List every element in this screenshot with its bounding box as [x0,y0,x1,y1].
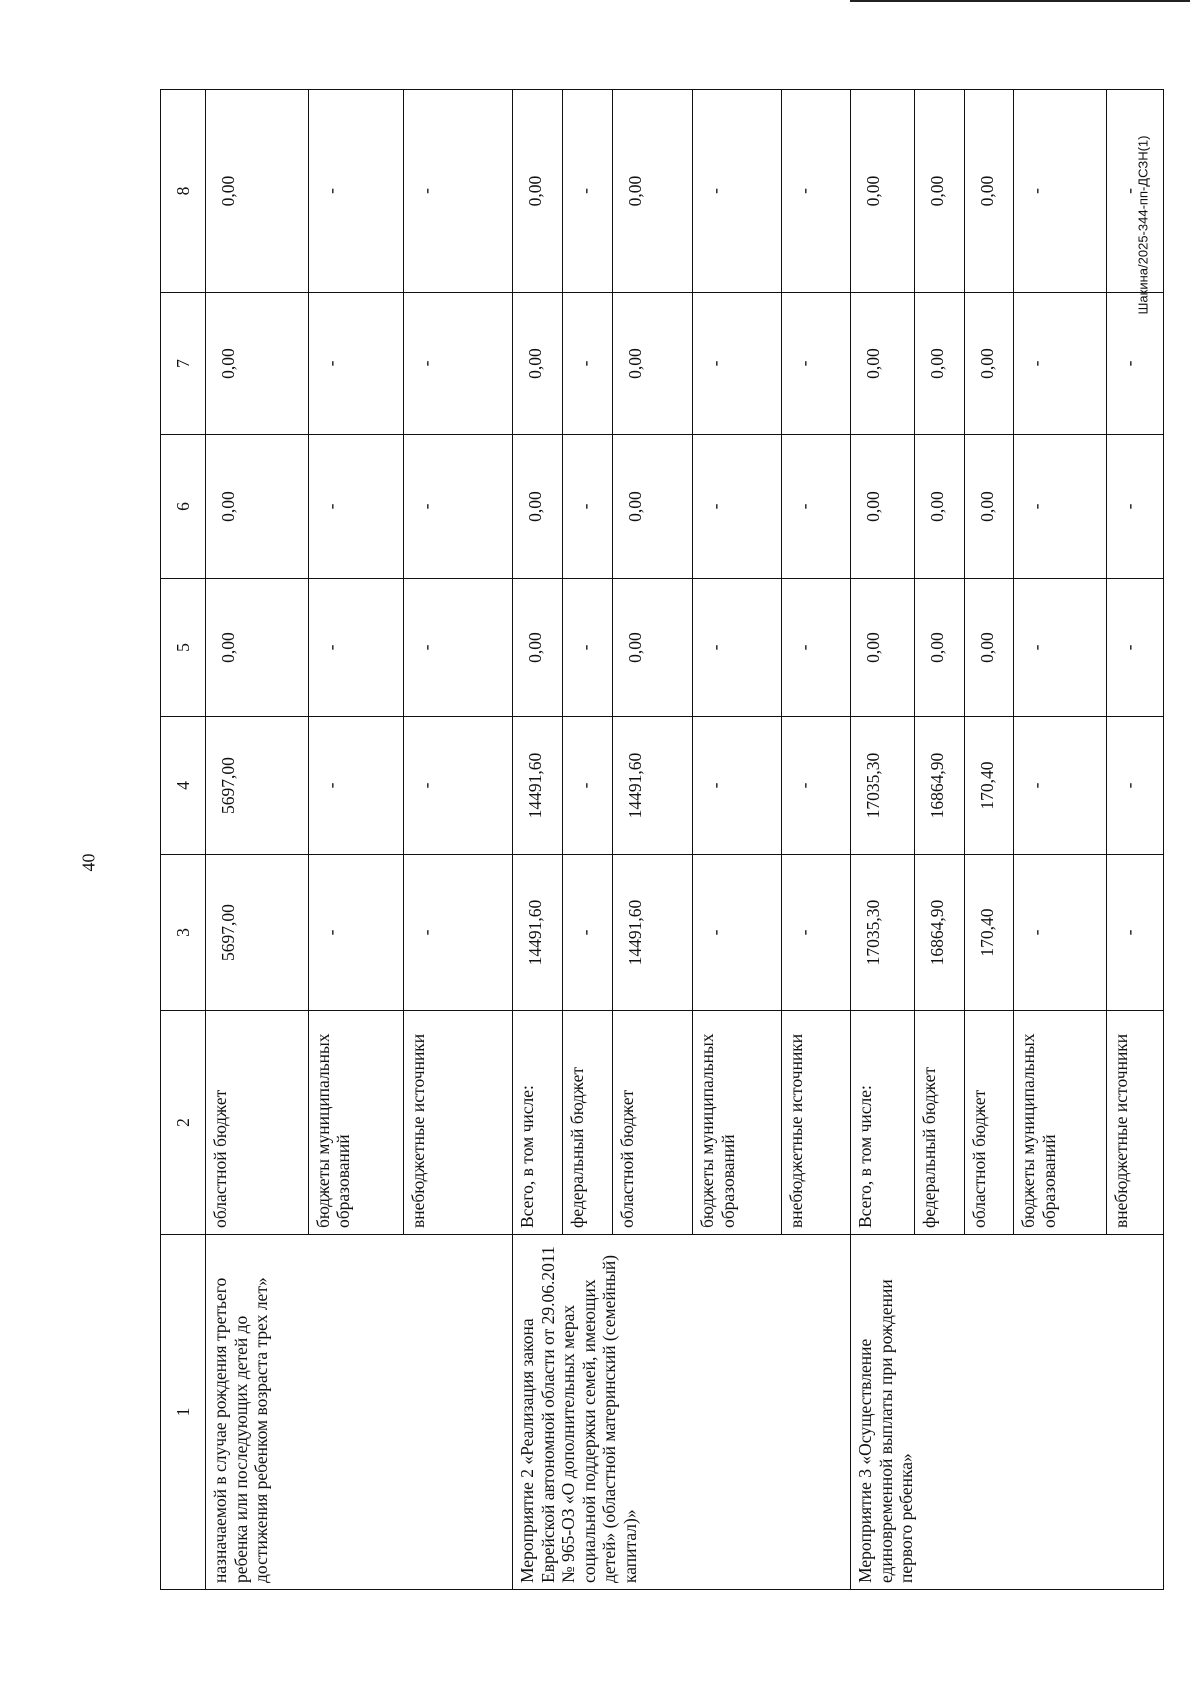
value-cell-col-7: - [308,293,404,435]
value-cell-col-8: - [781,90,850,293]
scan-edge-line [850,0,1190,2]
col-header-2: 2 [161,1011,206,1235]
table-body [206,90,1164,1590]
col-header-8: 8 [161,90,206,293]
value-cell-col-8: - [693,90,782,293]
value-cell-col-5: - [404,579,513,717]
table-row [206,90,309,1590]
value-cell-col-6: 0,00 [850,435,914,579]
value-cell-col-8: - [1013,90,1106,293]
value-cell-col-4: 17035,30 [850,717,914,855]
value-cell-col-4: - [308,717,404,855]
value-cell-col-3: - [781,855,850,1011]
value-cell-col-4: 170,40 [964,717,1013,855]
value-cell-col-3: 16864,90 [915,855,964,1011]
value-cell-col-3: - [1013,855,1106,1011]
value-cell-col-6: - [1106,435,1163,579]
value-cell-col-7: - [1106,293,1163,435]
funding-source-cell: областной бюджет [206,1011,309,1235]
value-cell-col-4: - [1106,717,1163,855]
table-row [850,90,914,1590]
value-cell-col-3: - [1106,855,1163,1011]
value-cell-col-3: - [404,855,513,1011]
value-cell-col-8: 0,00 [206,90,309,293]
activity-title-cell: Мероприятие 3 «Осуществление единовременной выплаты при рождении первого ребенка» [850,1235,1163,1590]
value-cell-col-8: 0,00 [964,90,1013,293]
funding-source-cell: бюджеты муниципальных образований [1013,1011,1106,1235]
col-header-6: 6 [161,435,206,579]
table-container [160,90,1164,1590]
value-cell-col-3: 14491,60 [612,855,693,1011]
funding-source-cell: Всего, в том числе: [850,1011,914,1235]
value-cell-col-8: 0,00 [512,90,562,293]
value-cell-col-6: - [693,435,782,579]
value-cell-col-7: - [404,293,513,435]
value-cell-col-4: 14491,60 [512,717,562,855]
funding-source-cell: федеральный бюджет [915,1011,964,1235]
value-cell-col-5: - [563,579,612,717]
value-cell-col-8: - [563,90,612,293]
funding-source-cell: внебюджетные источники [1106,1011,1163,1235]
value-cell-col-6: 0,00 [915,435,964,579]
value-cell-col-4: - [1013,717,1106,855]
value-cell-col-4: - [781,717,850,855]
funding-source-cell: внебюджетные источники [404,1011,513,1235]
value-cell-col-7: - [781,293,850,435]
header-row [161,90,206,1590]
value-cell-col-5: - [1106,579,1163,717]
value-cell-col-6: - [1013,435,1106,579]
value-cell-col-7: - [693,293,782,435]
value-cell-col-3: 5697,00 [206,855,309,1011]
col-header-4: 4 [161,717,206,855]
value-cell-col-6: - [404,435,513,579]
value-cell-col-7: 0,00 [612,293,693,435]
col-header-1: 1 [161,1235,206,1590]
value-cell-col-3: 170,40 [964,855,1013,1011]
value-cell-col-6: 0,00 [512,435,562,579]
value-cell-col-5: 0,00 [512,579,562,717]
value-cell-col-5: 0,00 [612,579,693,717]
value-cell-col-5: 0,00 [964,579,1013,717]
value-cell-col-7: 0,00 [964,293,1013,435]
col-header-7: 7 [161,293,206,435]
value-cell-col-7: 0,00 [512,293,562,435]
value-cell-col-4: 16864,90 [915,717,964,855]
page-number: 40 [78,853,99,872]
value-cell-col-4: - [563,717,612,855]
activity-title-cell: назначаемой в случае рождения третьего ребенка или последующих детей до достижения ребенком возраста трех лет» [206,1235,513,1590]
value-cell-col-5: 0,00 [850,579,914,717]
funding-source-cell: бюджеты муниципальных образований [693,1011,782,1235]
document-stamp: Шакина/2025-344-пп-ДСЗН(1) [1135,135,1151,315]
value-cell-col-5: - [781,579,850,717]
value-cell-col-7: 0,00 [915,293,964,435]
funding-source-cell: областной бюджет [612,1011,693,1235]
value-cell-col-8: 0,00 [612,90,693,293]
value-cell-col-5: - [693,579,782,717]
value-cell-col-7: 0,00 [206,293,309,435]
rotated-table-frame [160,90,1164,1590]
value-cell-col-8: - [1106,90,1163,293]
value-cell-col-4: - [404,717,513,855]
table-row [512,90,562,1590]
value-cell-col-8: 0,00 [850,90,914,293]
funding-source-cell: федеральный бюджет [563,1011,612,1235]
value-cell-col-4: 14491,60 [612,717,693,855]
value-cell-col-8: - [308,90,404,293]
value-cell-col-5: - [308,579,404,717]
value-cell-col-7: 0,00 [850,293,914,435]
value-cell-col-3: 17035,30 [850,855,914,1011]
value-cell-col-7: - [563,293,612,435]
value-cell-col-6: 0,00 [964,435,1013,579]
value-cell-col-3: - [693,855,782,1011]
value-cell-col-6: - [563,435,612,579]
value-cell-col-5: 0,00 [915,579,964,717]
value-cell-col-4: - [693,717,782,855]
value-cell-col-7: - [1013,293,1106,435]
funding-source-cell: бюджеты муниципальных образований [308,1011,404,1235]
value-cell-col-4: 5697,00 [206,717,309,855]
value-cell-col-8: 0,00 [915,90,964,293]
value-cell-col-6: - [308,435,404,579]
financing-table [160,89,1164,1590]
funding-source-cell: внебюджетные источники [781,1011,850,1235]
col-header-3: 3 [161,855,206,1011]
value-cell-col-3: - [308,855,404,1011]
value-cell-col-5: - [1013,579,1106,717]
value-cell-col-5: 0,00 [206,579,309,717]
value-cell-col-6: 0,00 [206,435,309,579]
funding-source-cell: областной бюджет [964,1011,1013,1235]
value-cell-col-3: 14491,60 [512,855,562,1011]
funding-source-cell: Всего, в том числе: [512,1011,562,1235]
value-cell-col-3: - [563,855,612,1011]
value-cell-col-6: - [781,435,850,579]
activity-title-cell: Мероприятие 2 «Реализация закона Еврейской автономной области от 29.06.2011 № 965-ОЗ «О дополнительных мерах социальной поддержки семей, имеющих детей» (областной материнский (семейный) капитал)» [512,1235,850,1590]
value-cell-col-6: 0,00 [612,435,693,579]
col-header-5: 5 [161,579,206,717]
value-cell-col-8: - [404,90,513,293]
